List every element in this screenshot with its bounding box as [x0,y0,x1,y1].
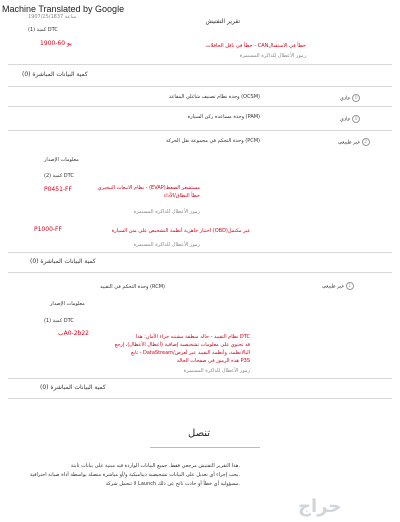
pcm-dtc-desc-2: اختبار جاهزية أنظمة التشخيص على متن السيارة (OBD)غير مكتمل [111,228,250,234]
dtc-count-1: كمية (1) DTC [28,27,58,33]
rcm-dtc-desc-d: هذه الرموز في صفحات الحالة P3S [176,358,250,364]
disclaimer-line-3: لا تتحمل شركة Launch مسؤولية أي خطأ أو حادث ناتج عن ذلك. [105,481,240,487]
live-data-count-1: كمية البيانات المباشرة (0) [22,71,88,78]
rcm-dtc-desc-c: تابع - DataStream/البالانظمة، وأنظمة التقييد عبر لعرض [131,350,250,356]
module-pcm-status: غير طبيعي 2 [338,138,370,146]
module-pam-status: عادي 0 [340,115,360,123]
rcm-dtc-desc-a: نظام التقييد - حالة منطقة مشتبه جزاء الأمان: هذا DTC [135,334,250,340]
rcm-version-info: معلومات الإصدار [50,301,85,307]
module-ocsm-label: وحدة نظام تصنيف شاغلي المقاعد (OCSM) [168,94,260,100]
divider [8,398,392,399]
status-ok-icon: 0 [352,94,360,102]
dtc-description-1: خطأ في ناقل الحافلات - CANخطأ في الاستقبال [205,43,306,49]
disclaimer-line-2: يجب إجراء أي تعديل على البيانات تشخيصية ديناميكية و/أو مباشرة متصلة بواسطة أداة صيانة احترافية. [29,472,240,478]
dtc-reminder-1: رموز الأعطال للذاكرة المستمرة [239,53,306,59]
disclaimer-line-1: هذا التقرير التفتيش مرجعي فقط. جميع البيانات الواردة فيه مبنية على بيانات ثابتة. [70,463,240,469]
status-warning-icon: 1 [346,282,354,290]
module-ocsm-status: عادي 0 [340,94,360,102]
pcm-dtc-desc-1a: نظام الانبعاث التبخيري - (EVAP)مستشعر الضغط [97,185,200,191]
status-warning-icon: 2 [362,138,370,146]
divider [8,130,392,131]
pcm-dtc-desc-1b: خطأ النطاق/الأداء [163,193,200,199]
divider [8,272,392,273]
module-pam-label: وحدة مساعدة ركن السيارة (PAM) [187,114,260,120]
machine-translated-label: Machine Translated by Google [2,4,125,14]
module-rcm-status: غير طبيعي 1 [322,282,354,290]
divider [8,252,392,253]
live-data-count-2: كمية البيانات المباشرة (0) [30,258,96,265]
live-data-count-3: كمية البيانات المباشرة (0) [40,384,106,391]
divider [8,106,392,107]
pcm-dtc-reminder-1: رموز الأعطال للذاكرة المستمرة [133,209,200,215]
watermark-logo: حراج [298,496,342,517]
pcm-version-info: معلومات الإصدار [44,157,79,163]
divider [8,378,392,379]
rcm-dtc-desc-b: قد تحتوي على معلومات تشخيصية إضافية (أعطال الأعطال)، إرجع [114,342,250,348]
disclaimer-title: تنصل [188,428,211,439]
rcm-dtc-reminder: رموز الأعطال للذاكرة المستمرة [183,368,250,374]
page-title: تقرير التفتيش [205,18,240,25]
pcm-dtc-code-2: P1000-FF [34,226,62,233]
module-rcm-label: وحدة التحكم في التقييد (RCM) [100,284,165,290]
dtc-code-1: 1900-60 يو [40,40,72,47]
divider [8,86,392,87]
pcm-dtc-count: كمية (2) DTC [44,173,74,179]
module-pcm-label: وحدة التحكم في مجموعة نقل الحركة (PCM) [165,138,260,144]
status-ok-icon: 0 [352,115,360,123]
pcm-dtc-reminder-2: رموز الأعطال للذاكرة المستمرة [133,242,200,248]
rcm-dtc-code: بA0-2b22 [58,330,90,337]
rcm-dtc-count: كمية (1) DTC [44,318,74,324]
report-date: ساعة 1907/25/1837 [28,14,77,20]
divider [150,447,260,448]
pcm-dtc-code-1: P0451-FF [44,186,72,193]
divider [8,64,392,65]
